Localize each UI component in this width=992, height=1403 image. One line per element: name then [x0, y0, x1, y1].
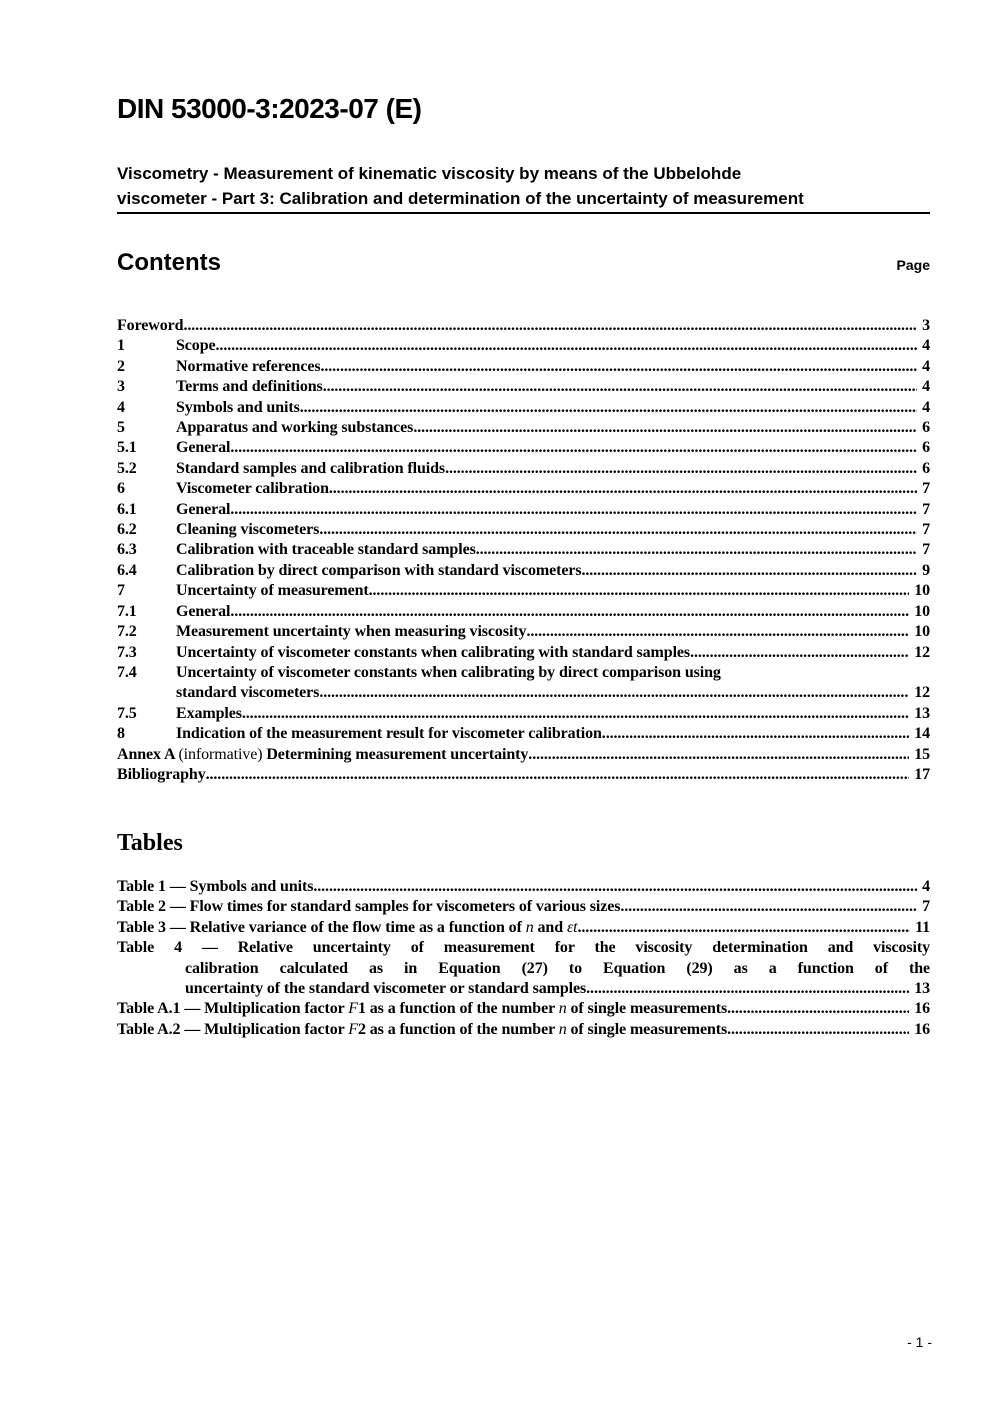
entry-line [117, 745, 930, 765]
entry-page-number: 12 [914, 643, 930, 661]
entry-number: 7.3 [117, 643, 137, 661]
entry-page-number: 13 [914, 704, 930, 722]
entry-content [176, 357, 930, 377]
entry-content [176, 377, 930, 397]
entry-page-number: 7 [922, 480, 930, 498]
entry-page-number: 13 [914, 980, 930, 998]
leader-dots [578, 918, 911, 938]
entry-page-number: 15 [914, 745, 930, 763]
entry-content [117, 999, 930, 1019]
entry-number: 5 [117, 419, 125, 437]
entry-content [176, 724, 930, 744]
entry-line [176, 438, 930, 458]
footer-page-number: - 1 - [907, 1334, 932, 1350]
entry-content [176, 704, 930, 724]
leader-dots [230, 602, 909, 622]
leader-dots [206, 765, 910, 785]
toc-entry [117, 316, 930, 336]
entry-content [117, 897, 930, 917]
entry-line [176, 398, 930, 418]
entry-line [176, 479, 930, 499]
entry-line: Table 4 — Relative uncertainty of measurement for the viscosity determination and viscosity [117, 939, 930, 957]
entry-number: 3 [117, 378, 125, 396]
entry-line [176, 622, 930, 642]
entry-number: 7.1 [117, 602, 137, 620]
entry-content [176, 622, 930, 642]
leader-dots [323, 377, 917, 397]
toc-entry [117, 479, 930, 499]
entry-line [176, 683, 930, 703]
leader-dots [526, 622, 909, 642]
entry-number: 7.2 [117, 623, 137, 641]
table-entry [117, 1020, 930, 1040]
leader-dots [319, 520, 917, 540]
entry-title: Bibliography [117, 765, 206, 783]
entry-content [176, 418, 930, 438]
entry-title: Examples [176, 704, 242, 722]
entry-line [117, 765, 930, 785]
entry-page-number: 17 [914, 765, 930, 783]
toc-entry [117, 663, 930, 704]
entry-line [117, 918, 930, 938]
toc-entry [117, 724, 930, 744]
entry-line [176, 724, 930, 744]
entry-line [176, 581, 930, 601]
toc-entry [117, 459, 930, 479]
entry-content [176, 398, 930, 418]
entry-number: 5.1 [117, 439, 137, 457]
leader-dots [230, 438, 917, 458]
entry-content [176, 581, 930, 601]
toc-entry [117, 520, 930, 540]
toc-entry [117, 500, 930, 520]
entry-title: Uncertainty of measurement [176, 582, 369, 600]
italic-symbol: n [558, 1020, 567, 1038]
entry-line: Uncertainty of viscometer constants when calibrating by direct comparison using [176, 663, 721, 681]
toc-list [117, 316, 930, 785]
entry-content [176, 602, 930, 622]
entry-content [176, 479, 930, 499]
leader-dots [329, 479, 917, 499]
entry-page-number: 16 [914, 1020, 930, 1038]
entry-content [176, 520, 930, 540]
entry-number: 6.3 [117, 541, 137, 559]
leader-dots [319, 683, 909, 703]
entry-title: Foreword [117, 317, 184, 334]
entry-title: Table 2 — Flow times for standard samples for viscometers of various sizes [117, 898, 621, 916]
entry-content [176, 663, 930, 704]
entry-line [176, 336, 930, 356]
entry-content [176, 500, 930, 520]
toc-entry [117, 540, 930, 560]
entry-number: 6 [117, 480, 125, 498]
tables-list [117, 877, 930, 1040]
entry-title: standard viscometers [176, 684, 320, 702]
page-column-label: Page [896, 257, 930, 273]
italic-symbol: F [348, 1000, 358, 1018]
contents-heading: Contents [117, 249, 221, 276]
leader-dots [242, 704, 909, 724]
title-line-2: viscometer - Part 3: Calibration and determination of the uncertainty of measurement [117, 189, 804, 208]
entry-number: 6.1 [117, 500, 137, 518]
entry-content [176, 561, 930, 581]
entry-page-number: 7 [922, 500, 930, 518]
entry-line [117, 979, 930, 999]
toc-entry [117, 377, 930, 397]
entry-number: 5.2 [117, 459, 137, 477]
entry-line [176, 561, 930, 581]
entry-line [117, 316, 930, 336]
entry-page-number: 6 [922, 439, 930, 457]
entry-line [176, 520, 930, 540]
leader-dots [690, 643, 909, 663]
table-entry [117, 877, 930, 897]
entry-page-number: 4 [922, 378, 930, 396]
toc-entry [117, 438, 930, 458]
entry-page-number: 4 [922, 878, 930, 895]
entry-content [117, 1020, 930, 1040]
italic-symbol: F [348, 1020, 358, 1038]
entry-page-number: 11 [915, 918, 930, 936]
toc-entry [117, 418, 930, 438]
entry-line [176, 459, 930, 479]
leader-dots [727, 1020, 909, 1040]
entry-title: Annex A (informative) Determining measurement uncertainty [117, 745, 529, 763]
entry-title: Table A.2 — Multiplication factor F2 as a function of the number n of single measurements [117, 1020, 728, 1038]
entry-content [117, 877, 930, 897]
entry-page-number: 4 [922, 337, 930, 355]
entry-content [176, 540, 930, 560]
entry-title: Table 1 — Symbols and units [117, 878, 314, 895]
toc-entry [117, 745, 930, 765]
table-entry [117, 938, 930, 999]
entry-content [117, 316, 930, 336]
entry-content [176, 643, 930, 663]
entry-title: General [176, 602, 231, 620]
entry-page-number: 12 [914, 684, 930, 702]
entry-number: 7.5 [117, 704, 137, 722]
entry-page-number: 4 [922, 398, 930, 416]
entry-content [117, 938, 930, 999]
entry-title: Indication of the measurement result for viscometer calibration [176, 725, 602, 743]
table-entry [117, 897, 930, 917]
entry-page-number: 7 [922, 541, 930, 559]
entry-line [176, 540, 930, 560]
entry-title: Symbols and units [176, 398, 300, 416]
doc-number: DIN 53000-3:2023-07 (E) [117, 93, 422, 124]
toc-entry [117, 643, 930, 663]
entry-line [117, 999, 930, 1019]
toc-entry [117, 765, 930, 785]
entry-title: Standard samples and calibration fluids [176, 459, 446, 477]
leader-dots [528, 745, 909, 765]
toc-entry [117, 581, 930, 601]
italic-symbol: εt [566, 918, 578, 936]
entry-content [176, 459, 930, 479]
entry-line [176, 643, 930, 663]
entry-content [117, 765, 930, 785]
table-entry [117, 999, 930, 1019]
entry-page-number: 10 [914, 582, 930, 600]
toc-entry [117, 336, 930, 356]
toc-entry [117, 622, 930, 642]
entry-content [176, 336, 930, 356]
entry-title: Table A.1 — Multiplication factor F1 as a function of the number n of single measurements [117, 1000, 728, 1018]
entry-line [117, 877, 930, 897]
leader-dots [183, 316, 917, 336]
leader-dots [602, 724, 909, 744]
entry-line [176, 704, 930, 724]
entry-title: Uncertainty of viscometer constants when calibrating with standard samples [176, 643, 691, 661]
entry-line: calibration calculated as in Equation (27) to Equation (29) as a function of the [185, 959, 930, 977]
entry-line [176, 500, 930, 520]
entry-number: 6.2 [117, 521, 137, 539]
regular-weight-text: (informative) [178, 745, 263, 763]
entry-page-number: 9 [922, 561, 930, 579]
leader-dots [586, 979, 909, 999]
leader-dots [476, 540, 917, 560]
entry-line [176, 418, 930, 438]
entry-page-number: 16 [914, 1000, 930, 1018]
entry-title: General [176, 439, 231, 457]
leader-dots [216, 336, 918, 356]
leader-dots [230, 500, 917, 520]
leader-dots [620, 897, 917, 917]
entry-title: Calibration by direct comparison with standard viscometers [176, 561, 582, 579]
entry-number: 6.4 [117, 561, 137, 579]
entry-line [176, 602, 930, 622]
entry-page-number: 10 [914, 602, 930, 620]
entry-title: uncertainty of the standard viscometer or standard samples [185, 980, 587, 998]
title-line-1: Viscometry - Measurement of kinematic viscosity by means of the Ubbelohde [117, 164, 742, 183]
toc-entry [117, 398, 930, 418]
entry-content [117, 745, 930, 765]
entry-line [117, 1020, 930, 1040]
entry-line [176, 357, 930, 377]
entry-page-number: 3 [922, 317, 930, 334]
entry-title: Scope [176, 337, 216, 355]
entry-title: General [176, 500, 231, 518]
entry-title: Apparatus and working substances [176, 419, 414, 437]
entry-number: 2 [117, 357, 125, 375]
toc-entry [117, 704, 930, 724]
toc-entry [117, 602, 930, 622]
entry-line [176, 377, 930, 397]
entry-line [117, 897, 930, 917]
entry-title: Viscometer calibration [176, 480, 329, 498]
italic-symbol: n [525, 918, 534, 936]
toc-entry [117, 357, 930, 377]
leader-dots [369, 581, 910, 601]
entry-title: Calibration with traceable standard samples [176, 541, 476, 559]
leader-dots [581, 561, 917, 581]
entry-page-number: 7 [922, 521, 930, 539]
entry-number: 7.4 [117, 663, 137, 681]
entry-title: Table 3 — Relative variance of the flow time as a function of n and εt [117, 918, 578, 936]
entry-page-number: 6 [922, 459, 930, 477]
tables-heading: Tables [117, 830, 183, 856]
leader-dots [445, 459, 917, 479]
entry-content [176, 438, 930, 458]
leader-dots [320, 357, 917, 377]
entry-number: 1 [117, 337, 125, 355]
entry-number: 4 [117, 398, 125, 416]
entry-content [117, 918, 930, 938]
leader-dots [313, 877, 917, 897]
entry-page-number: 6 [922, 419, 930, 437]
italic-symbol: n [558, 1000, 567, 1018]
entry-title: Cleaning viscometers [176, 521, 320, 539]
entry-page-number: 4 [922, 357, 930, 375]
table-entry [117, 918, 930, 938]
entry-title: Measurement uncertainty when measuring viscosity [176, 623, 527, 641]
entry-title: Normative references [176, 357, 321, 375]
leader-dots [727, 999, 909, 1019]
toc-entry [117, 561, 930, 581]
entry-page-number: 14 [914, 725, 930, 743]
contents-header-bar [117, 249, 930, 277]
entry-page-number: 7 [922, 898, 930, 916]
document-title [117, 161, 930, 214]
leader-dots [300, 398, 917, 418]
entry-number: 7 [117, 582, 125, 600]
entry-title: Terms and definitions [176, 378, 323, 396]
entry-page-number: 10 [914, 623, 930, 641]
entry-number: 8 [117, 725, 125, 743]
leader-dots [413, 418, 917, 438]
